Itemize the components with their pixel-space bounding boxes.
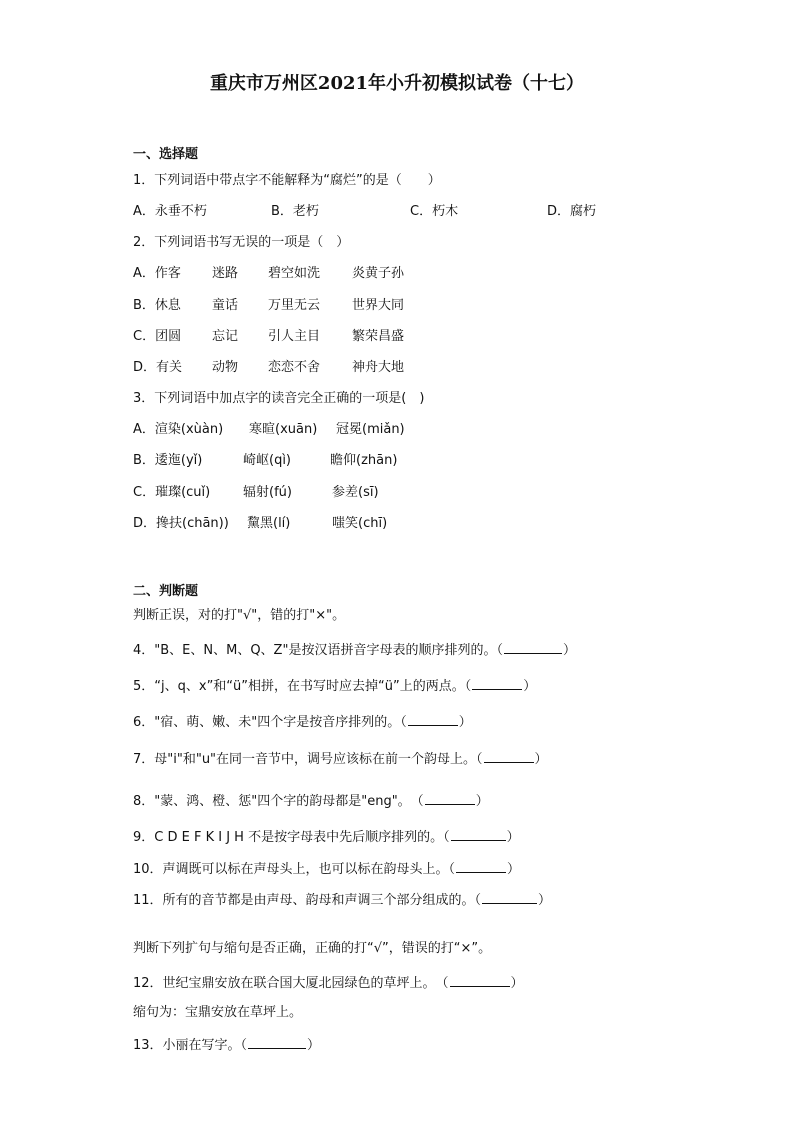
q3-d-word-2: 黧黑(lí) [247, 516, 291, 531]
judgment-instruction: 判断正误，对的打"√"，错的打"×"。 [133, 608, 346, 623]
question-12 [133, 973, 524, 993]
question-10-text: 10．声调既可以标在声母头上，也可以标在韵母头上。（ [133, 862, 456, 877]
answer-blank-12[interactable] [450, 973, 510, 987]
q2-c-word-4: 繁荣昌盛 [352, 329, 405, 344]
q2-d-word-3: 恋恋不舍 [268, 360, 321, 375]
question-7-close: ） [534, 752, 548, 767]
q2-d-word-4: 神舟大地 [352, 360, 405, 375]
q1-option-b[interactable]: B．老朽 [271, 204, 319, 219]
exam-title: 重庆市万州区2021年小升初模拟试卷（十七） [209, 73, 585, 94]
q2-b-word-4: 世界大同 [352, 298, 405, 313]
question-4 [133, 640, 576, 660]
q1-option-d[interactable]: D．腐朽 [547, 204, 597, 219]
question-10-close: ） [507, 862, 521, 877]
question-11-text: 11．所有的音节都是由声母、韵母和声调三个部分组成的。（ [133, 893, 482, 908]
section-heading-judgment: 二、判断题 [133, 584, 199, 599]
question-11 [133, 890, 551, 910]
question-13-text: 13．小丽在写字。（ [133, 1038, 248, 1053]
question-6-text: 6．"宿、萌、嫩、未"四个字是按音序排列的。（ [133, 715, 407, 730]
q2-a-word-2: 迷路 [212, 266, 239, 281]
section-heading-choice: 一、选择题 [133, 147, 199, 162]
answer-blank-4[interactable] [504, 640, 562, 654]
answer-blank-5[interactable] [472, 676, 522, 690]
question-11-close: ） [538, 893, 552, 908]
q1-option-c[interactable]: C．朽木 [410, 204, 459, 219]
q3-a-word-2: 寒暄(xuān) [249, 422, 318, 437]
question-5 [133, 676, 536, 696]
question-3-stem: 3．下列词语中加点字的读音完全正确的一项是( ) [133, 391, 425, 406]
answer-blank-9[interactable] [451, 827, 506, 841]
question-12-close: ） [510, 976, 524, 991]
q3-b-word-1: B．逶迤(yǐ) [133, 453, 203, 468]
q3-c-word-2: 辐射(fú) [243, 485, 292, 500]
question-13 [133, 1035, 320, 1055]
q3-c-word-1: C．璀璨(cuǐ) [133, 485, 211, 500]
q2-c-word-3: 引人主目 [268, 329, 321, 344]
question-2-stem: 2．下列词语书写无误的一项是（ ） [133, 235, 350, 250]
q3-a-word-1: A．渲染(xùàn) [133, 422, 224, 437]
question-5-close: ） [523, 679, 537, 694]
answer-blank-7[interactable] [484, 749, 534, 763]
q3-c-word-3: 参差(sī) [332, 485, 379, 500]
answer-blank-6[interactable] [408, 712, 458, 726]
q2-b-word-3: 万里无云 [268, 298, 321, 313]
question-9-close: ） [506, 830, 520, 845]
answer-blank-11[interactable] [482, 890, 537, 904]
question-6 [133, 712, 472, 732]
question-6-close: ） [458, 715, 472, 730]
q2-b-word-2: 童话 [212, 298, 239, 313]
q2-d-word-1: D．有关 [133, 360, 183, 375]
q2-c-word-1: C．团圆 [133, 329, 182, 344]
q2-a-word-1: A．作客 [133, 266, 181, 281]
question-8-close: ） [475, 794, 489, 809]
question-10 [133, 859, 520, 879]
question-12-note: 缩句为：宝鼎安放在草坪上。 [133, 1005, 303, 1020]
question-8 [133, 791, 489, 811]
q2-b-word-1: B．休息 [133, 298, 181, 313]
question-12-text: 12．世纪宝鼎安放在联合国大厦北园绿色的草坪上。 （ [133, 976, 449, 991]
q3-d-word-3: 嗤笑(chī) [332, 516, 388, 531]
q3-a-word-3: 冠冕(miǎn) [336, 422, 405, 437]
question-1-stem: 1．下列词语中带点字不能解释为“腐烂”的是（ ） [133, 173, 441, 188]
question-9-text: 9．C D E F K I J H 不是按字母表中先后顺序排列的。（ [133, 830, 450, 845]
q2-c-word-2: 忘记 [212, 329, 239, 344]
q2-a-word-4: 炎黄子孙 [352, 266, 405, 281]
q3-b-word-2: 崎岖(qì) [243, 453, 292, 468]
question-5-text: 5．“j、q、x”和“ü”相拼，在书写时应去掉“ü”上的两点。（ [133, 679, 472, 694]
answer-blank-13[interactable] [248, 1035, 306, 1049]
question-9 [133, 827, 520, 847]
q3-d-word-1: D．搀扶(chān)) [133, 516, 229, 531]
expand-shrink-instruction: 判断下列扩句与缩句是否正确，正确的打“√”，错误的打“×”。 [133, 941, 492, 956]
question-4-text: 4．"B、E、N、M、Q、Z"是按汉语拼音字母表的顺序排列的。（ [133, 643, 503, 658]
question-7-text: 7．母"i"和"u"在同一音节中，调号应该标在前一个韵母上。（ [133, 752, 483, 767]
q2-d-word-2: 动物 [212, 360, 239, 375]
question-13-close: ） [307, 1038, 321, 1053]
answer-blank-10[interactable] [456, 859, 506, 873]
q1-option-a[interactable]: A．永垂不朽 [133, 204, 207, 219]
question-7 [133, 749, 548, 769]
q2-a-word-3: 碧空如洗 [268, 266, 321, 281]
q3-b-word-3: 瞻仰(zhān) [330, 453, 398, 468]
question-8-text: 8．"蒙、鸿、橙、惩"四个字的韵母都是"eng"。 （ [133, 794, 424, 809]
answer-blank-8[interactable] [425, 791, 475, 805]
question-4-close: ） [562, 643, 576, 658]
